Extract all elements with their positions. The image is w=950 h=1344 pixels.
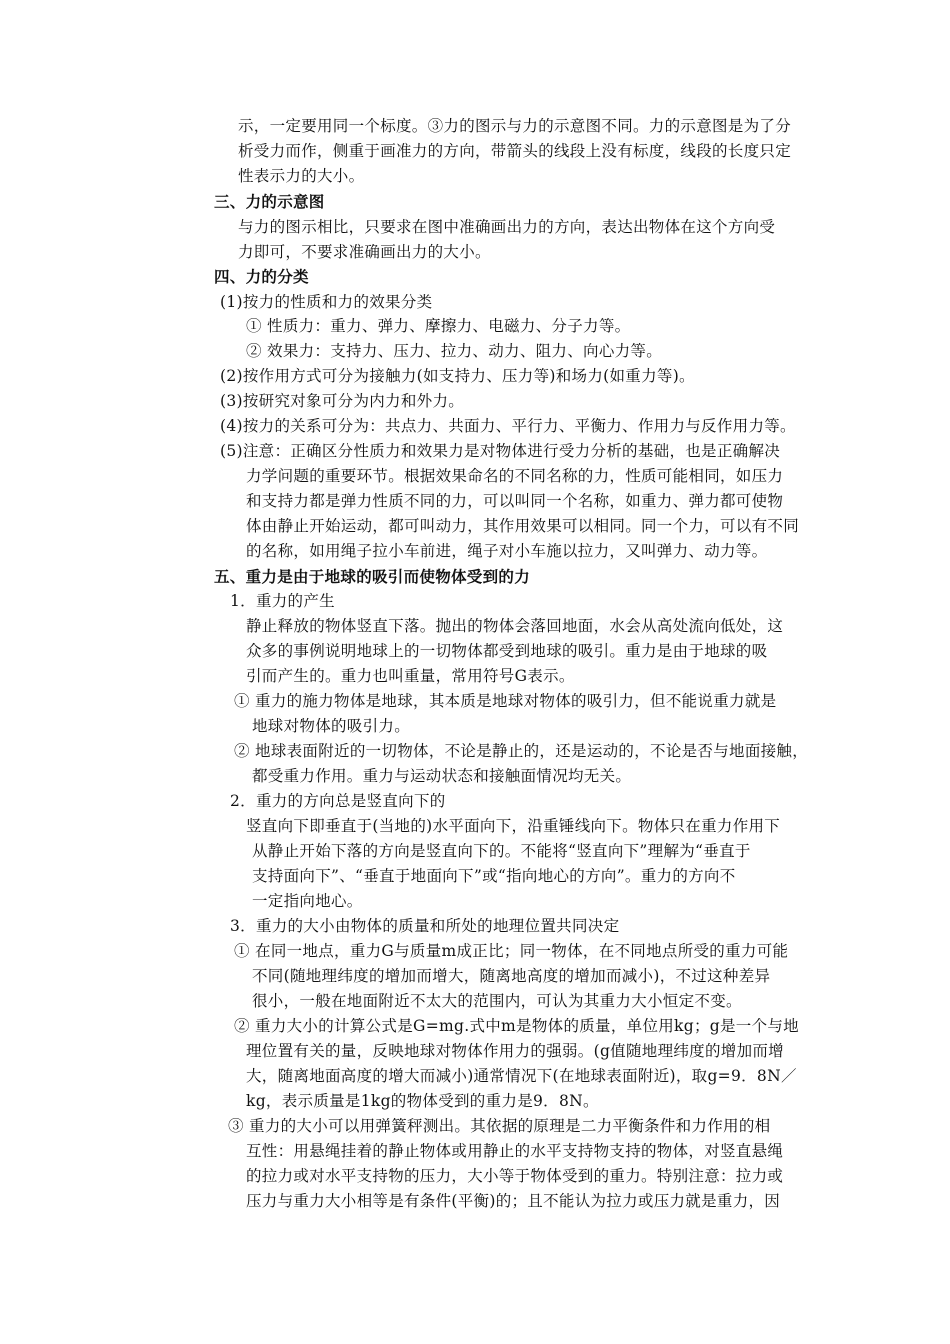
text-line: 3．重力的大小由物体的质量和所处的地理位置共同决定 [230,917,620,935]
text-line: 引而产生的。重力也叫重量，常用符号G表示。 [246,667,575,685]
text-line: 体由静止开始运动，都可叫动力，其作用效果可以相同。同一个力，可以有不同 [246,517,800,535]
text-line: (2)按作用方式可分为接触力(如支持力、压力等)和场力(如重力等)。 [220,367,695,385]
text-line: ① 重力的施力物体是地球，其本质是地球对物体的吸引力，但不能说重力就是 [234,692,777,710]
text-line: ② 效果力：支持力、压力、拉力、动力、阻力、向心力等。 [246,342,663,360]
text-line: ① 在同一地点，重力G与质量m成正比；同一物体，在不同地点所受的重力可能 [234,942,789,960]
text-line: (4)按力的关系可分为：共点力、共面力、平行力、平衡力、作用力与反作用力等。 [220,417,796,435]
text-line: 力即可，不要求准确画出力的大小。 [238,243,491,261]
text-line: 一定指向地心。 [252,892,363,910]
text-line: ③ 重力的大小可以用弹簧秤测出。其依据的原理是二力平衡条件和力作用的相 [228,1117,771,1135]
text-line: 众多的事例说明地球上的一切物体都受到地球的吸引。重力是由于地球的吸 [246,642,768,660]
text-line: (5)注意：正确区分性质力和效果力是对物体进行受力分析的基础，也是正确解决 [220,442,781,460]
section-heading: 五、重力是由于地球的吸引而使物体受到的力 [214,568,531,586]
text-line: ② 重力大小的计算公式是G=mg.式中m是物体的质量，单位用kg；g是一个与地 [234,1017,799,1035]
text-line: 和支持力都是弹力性质不同的力，可以叫同一个名称，如重力、弹力都可使物 [246,492,784,510]
section-heading: 三、力的示意图 [214,193,325,211]
section-heading: 四、力的分类 [214,268,309,286]
text-line: kg，表示质量是1kg的物体受到的重力是9．8N。 [246,1092,599,1110]
text-line: 的名称，如用绳子拉小车前进，绳子对小车施以拉力，又叫弹力、动力等。 [246,542,768,560]
text-line: 压力与重力大小相等是有条件(平衡)的；且不能认为拉力或压力就是重力，因 [246,1192,781,1210]
text-line: 的拉力或对水平支持物的压力，大小等于物体受到的重力。特别注意：拉力或 [246,1167,784,1185]
text-line: 性表示力的大小。 [238,167,365,185]
text-line: 2．重力的方向总是竖直向下的 [230,792,446,810]
text-line: (1)按力的性质和力的效果分类 [220,293,433,311]
text-line: 很小，一般在地面附近不太大的范围内，可认为其重力大小恒定不变。 [252,992,742,1010]
text-line: 不同(随地理纬度的增加而增大，随离地高度的增加而减小)，不过这种差异 [252,967,771,985]
text-line: 1．重力的产生 [230,592,335,610]
text-line: ① 性质力：重力、弹力、摩擦力、电磁力、分子力等。 [246,317,631,335]
text-line: 从静止开始下落的方向是竖直向下的。不能将“竖直向下”理解为“垂直于 [252,842,751,860]
text-line: 支持面向下”、“垂直于地面向下”或“指向地心的方向”。重力的方向不 [252,867,736,885]
text-line: 竖直向下即垂直于(当地的)水平面向下，沿重锤线向下。物体只在重力作用下 [246,817,781,835]
text-line: 大，随离地面高度的增大而减小)通常情况下(在地球表面附近)，取g=9．8N／ [246,1067,797,1085]
text-line: ② 地球表面附近的一切物体，不论是静止的，还是运动的，不论是否与地面接触， [234,742,809,760]
text-line: 地球对物体的吸引力。 [252,717,411,735]
text-line: 静止释放的物体竖直下落。抛出的物体会落回地面，水会从高处流向低处，这 [246,617,784,635]
text-line: (3)按研究对象可分为内力和外力。 [220,392,465,410]
text-line: 都受重力作用。重力与运动状态和接触面情况均无关。 [252,767,632,785]
text-line: 析受力而作，侧重于画准力的方向，带箭头的线段上没有标度，线段的长度只定 [238,142,792,160]
text-line: 力学问题的重要环节。根据效果命名的不同名称的力，性质可能相同，如压力 [246,467,784,485]
text-line: 互性：用悬绳挂着的静止物体或用静止的水平支持物支持的物体，对竖直悬绳 [246,1142,784,1160]
text-line: 示，一定要用同一个标度。③力的图示与力的示意图不同。力的示意图是为了分 [238,117,792,135]
text-line: 理位置有关的量，反映地球对物体作用力的强弱。(g值随地理纬度的增加而增 [246,1042,784,1060]
text-line: 与力的图示相比，只要求在图中准确画出力的方向，表达出物体在这个方向受 [238,218,776,236]
